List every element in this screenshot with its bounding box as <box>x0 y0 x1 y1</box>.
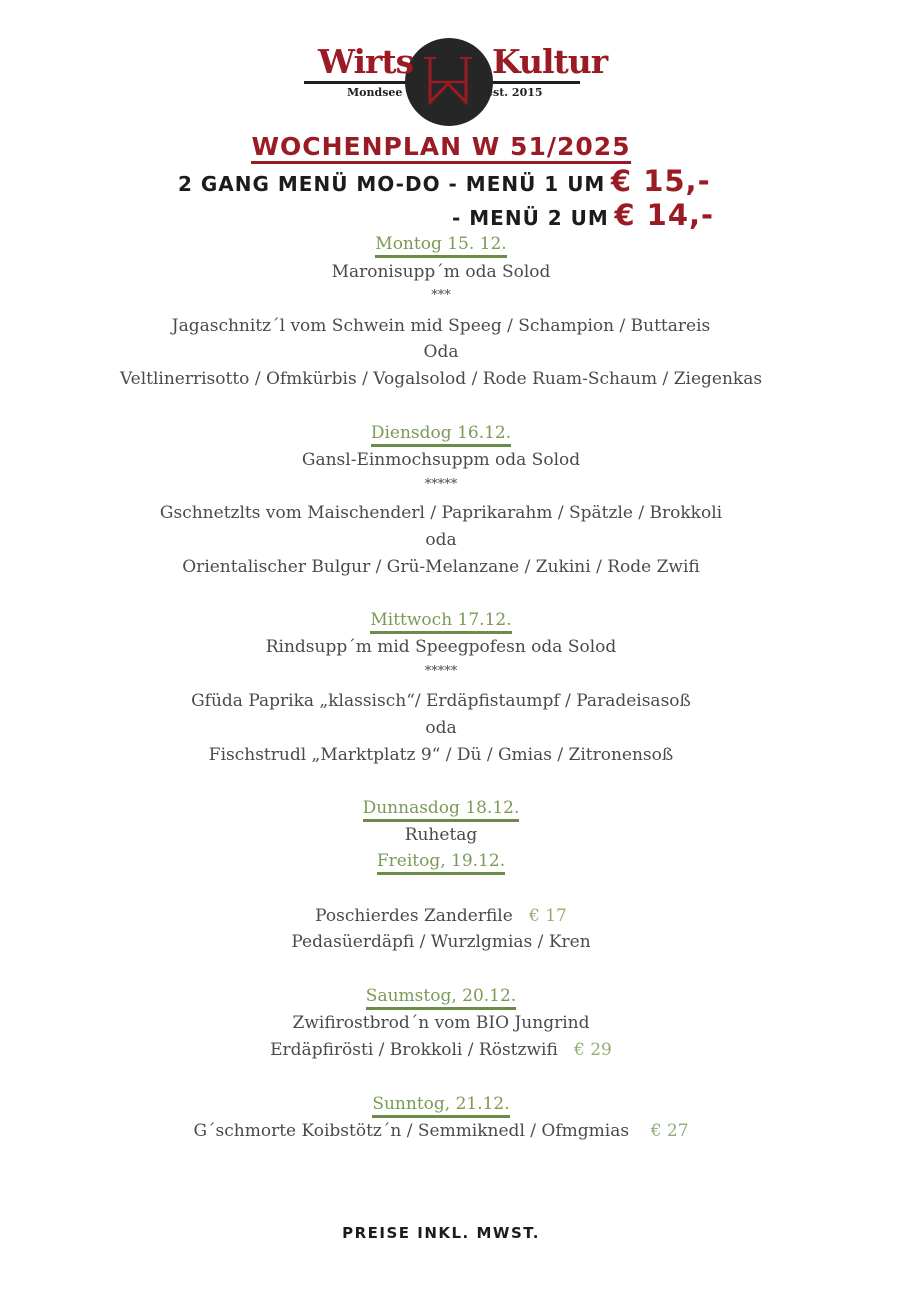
monday-or: Oda <box>423 342 459 362</box>
day-heading-friday: Freitog, 19.12. <box>0 851 882 871</box>
monday-separator: *** <box>431 288 451 303</box>
menu-offer-line-2 <box>452 198 714 232</box>
monday-main-1: Jagaschnitz´l vom Schwein mid Speeg / Schampion / Buttareis <box>171 316 711 336</box>
sunday-price: € 27 <box>650 1121 689 1141</box>
logo-left-word: Wirts <box>318 42 414 81</box>
wednesday-or: oda <box>425 718 457 738</box>
day-heading-saturday: Saumstog, 20.12. <box>0 986 882 1006</box>
thursday-note: Ruhetag <box>404 825 478 845</box>
day-heading-tuesday: Diensdog 16.12. <box>0 423 882 443</box>
logo <box>300 38 608 128</box>
saturday-sides-row <box>0 1040 882 1060</box>
logo-location: Mondsee <box>347 86 403 99</box>
wk-monogram-icon <box>420 52 476 112</box>
day-heading-thursday: Dunnasdog 18.12. <box>0 798 882 818</box>
tuesday-main-1: Gschnetzlts vom Maischenderl / Paprikarahm / Spätzle / Brokkoli <box>159 503 723 523</box>
wednesday-starter: Rindsupp´m mid Speegpofesn oda Solod <box>265 637 617 657</box>
day-heading-sunday: Sunntog, 21.12. <box>0 1094 882 1114</box>
menu-offer-1-price: € 15,- <box>610 164 711 198</box>
saturday-price: € 29 <box>574 1040 612 1060</box>
menu-offer-2-text: - MENÜ 2 UM <box>452 206 609 230</box>
monday-main-2: Veltlinerrisotto / Ofmkürbis / Vogalsolod / Rode Ruam-Schaum / Ziegenkas <box>119 369 763 389</box>
tuesday-main-2: Orientalischer Bulgur / Grü-Melanzane / Zukini / Rode Zwifi <box>182 557 700 577</box>
tuesday-or: oda <box>425 530 457 550</box>
wednesday-main-2: Fischstrudl „Marktplatz 9“ / Dü / Gmias / Zitronensoß <box>208 745 674 765</box>
logo-right-word: Kultur <box>492 42 608 81</box>
friday-dish-row <box>0 906 882 926</box>
menu-offer-line-1 <box>178 164 711 198</box>
friday-price: € 17 <box>529 906 567 926</box>
friday-dish: Poschierdes Zanderfile <box>315 906 513 926</box>
tuesday-starter: Gansl-Einmochsuppm oda Solod <box>301 450 581 470</box>
wednesday-main-1: Gfüda Paprika „klassisch“/ Erdäpfistaumpf / Paradeisasoß <box>191 691 691 711</box>
day-heading-wednesday: Mittwoch 17.12. <box>0 610 882 630</box>
menu-offer-2-price: € 14,- <box>614 198 715 232</box>
monday-starter: Maronisupp´m oda Solod <box>331 262 551 282</box>
saturday-dish: Zwifirostbrod´n vom BIO Jungrind <box>292 1013 590 1033</box>
day-heading-monday: Montog 15. 12. <box>0 234 882 254</box>
menu-offer-1-text: 2 GANG MENÜ MO-DO - MENÜ 1 UM <box>178 172 606 196</box>
page-title: WOCHENPLAN W 51/2025 <box>0 132 882 161</box>
price-note: PREISE INKL. MWST. <box>342 1224 540 1242</box>
saturday-sides: Erdäpfirösti / Brokkoli / Röstzwifi <box>270 1040 558 1060</box>
sunday-dish: G´schmorte Koibstötz´n / Semmiknedl / Ofmgmias <box>193 1121 630 1141</box>
logo-established: est. 2015 <box>486 86 543 99</box>
tuesday-separator: ***** <box>424 477 458 492</box>
sunday-dish-row <box>0 1121 882 1141</box>
wednesday-separator: ***** <box>424 664 458 679</box>
friday-sides: Pedasüerdäpfi / Wurzlgmias / Kren <box>291 932 591 952</box>
